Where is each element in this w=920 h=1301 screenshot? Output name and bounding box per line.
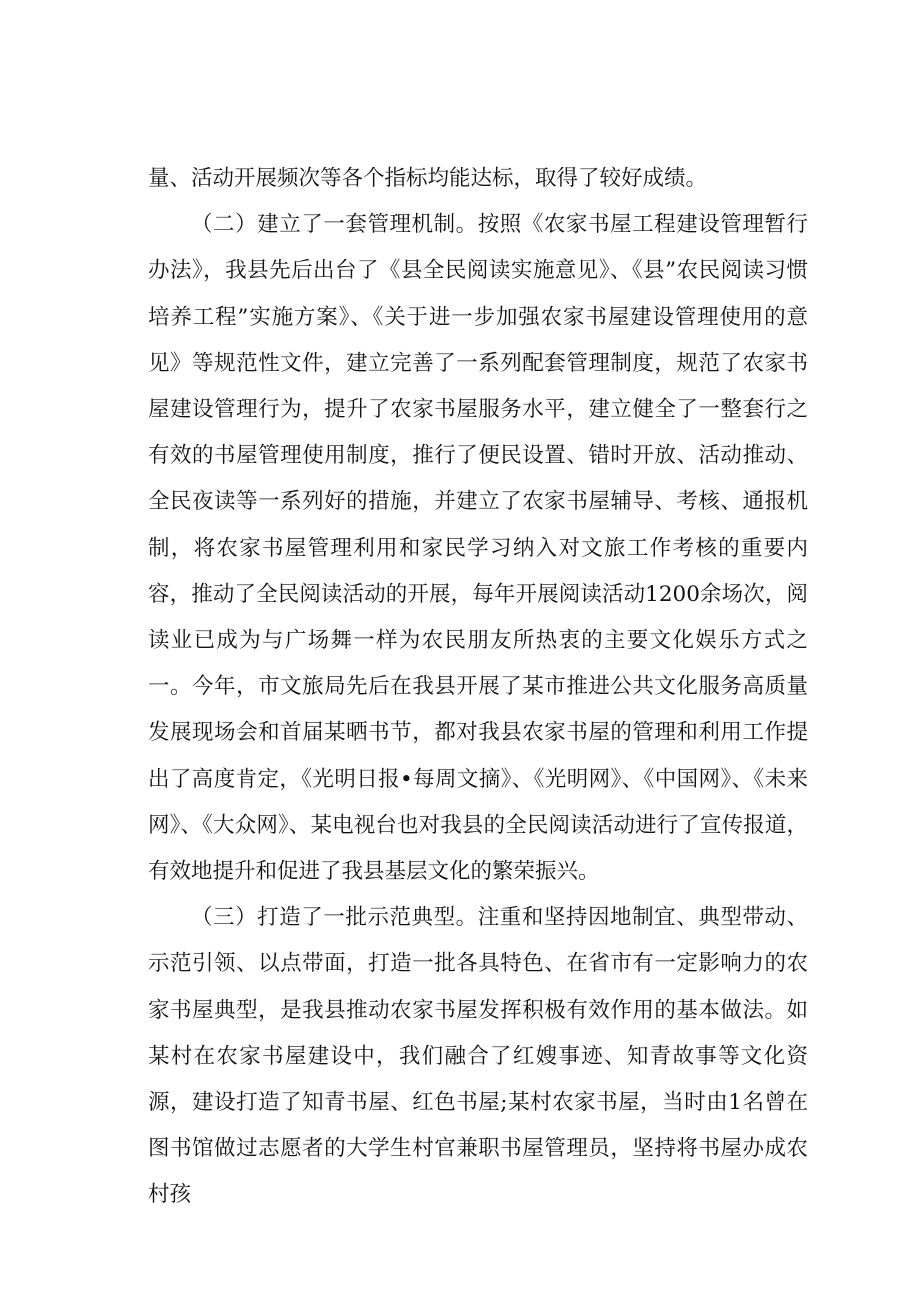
paragraph-management-mechanism: （二）建立了一套管理机制。按照《农家书屋工程建设管理暂行办法》，我县先后出台了《县全民阅读实施意见》、《县”农民阅读习惯培养工程”实施方案》、《关于进一步加强农家书屋建设管理使用的意见》等规范性文件，建立完善了一系列配套管理制度，规范了农家书屋建设管理行为，提升了农家书屋服务水平，建立健全了一整套行之有效的书屋管理使用制度，推行了便民设置、错时开放、活动推动、全民夜读等一系列好的措施，并建立了农家书屋辅导、考核、通报机制，将农家书屋管理利用和家民学习纳入对文旅工作考核的重要内容，推动了全民阅读活动的开展，每年开展阅读活动1200余场次，阅读业已成为与广场舞一样为农民朋友所热衷的主要文化娱乐方式之一。今年，市文旅局先后在我县开展了某市推进公共文化服务高质量发展现场会和首届某晒书节，都对我县农家书屋的管理和利用工作提出了高度肯定，《光明日报•每周文摘》、《光明网》、《中国网》、《未来网》、《大众网》、某电视台也对我县的全民阅读活动进行了宣传报道，有效地提升和促进了我县基层文化的繁荣振兴。 xyxy=(148,212,808,885)
paragraph-continuation: 量、活动开展频次等各个指标均能达标，取得了较好成绩。 xyxy=(148,166,708,191)
paragraph-demonstration-models: （三）打造了一批示范典型。注重和坚持因地制宜、典型带动、示范引领、以点带面，打造一批各具特色、在省市有一定影响力的农家书屋典型，是我县推动农家书屋发挥积极有效作用的基本做法。如某村在农家书屋建设中，我们融合了红嫂事迹、知青故事等文化资源，建设打造了知青书屋、红色书屋;某村农家书屋，当时由1名曾在图书馆做过志愿者的大学生村官兼职书屋管理员，坚持将书屋办成农村孩 xyxy=(148,905,808,1208)
document-body xyxy=(148,156,808,1219)
